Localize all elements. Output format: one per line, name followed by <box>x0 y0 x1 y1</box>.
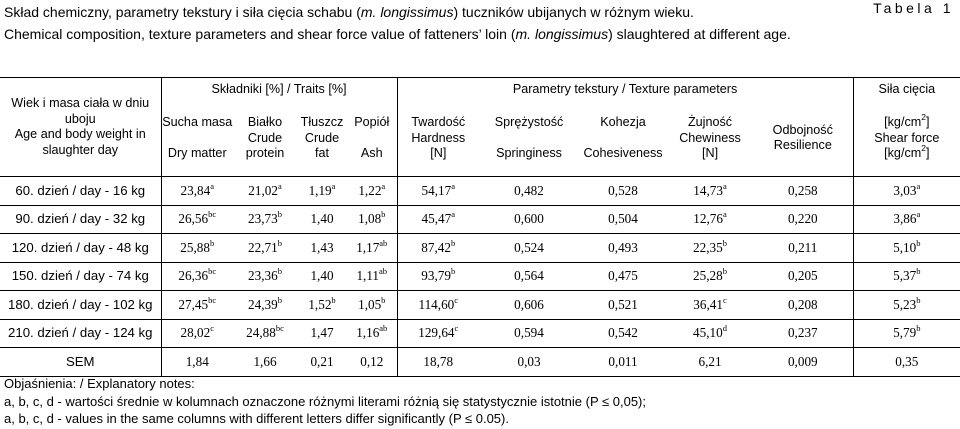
significance-letter: bc <box>275 323 284 334</box>
table-cell <box>667 205 753 234</box>
cell-value: 0,208 <box>787 296 818 312</box>
header-chewiness-en: Chewiness <box>679 130 741 145</box>
header-resilience-en: Resilience <box>773 138 832 153</box>
table-cell <box>347 319 397 348</box>
sem-value: 0,03 <box>479 348 579 377</box>
cell-value: 26,36 <box>178 268 209 284</box>
notes-polish: a, b, c, d - wartości średnie w kolumnach oznaczone różnymi literami różnią się statystycznie istotnie (P ≤ 0,05); <box>4 393 646 409</box>
table-cell <box>233 291 297 320</box>
table-cell <box>753 291 853 320</box>
cell-value: 0,211 <box>788 239 818 255</box>
sem-row <box>0 348 960 377</box>
header-shear-unit-pl-b: ] <box>925 115 930 129</box>
significance-letter: b <box>916 266 921 277</box>
header-springiness-pl: Sprężystość <box>494 115 564 129</box>
significance-letter: a <box>331 180 336 191</box>
table-cell <box>233 262 297 291</box>
cell-value: 1,17 <box>356 239 380 255</box>
significance-letter: b <box>916 323 921 334</box>
table-row <box>0 234 960 263</box>
table-cell <box>347 262 397 291</box>
header-shear-force <box>853 101 960 177</box>
table-cell <box>397 262 479 291</box>
table-cell <box>853 262 960 291</box>
cell-value: 5,10 <box>893 239 917 255</box>
cell-value: 1,16 <box>356 325 380 341</box>
table-cell <box>397 234 479 263</box>
header-chewiness-pl: Żujność <box>687 115 733 129</box>
significance-letter: b <box>277 294 282 305</box>
cell-value: 0,220 <box>787 211 818 227</box>
table-cell <box>347 291 397 320</box>
cell-value: 0,205 <box>787 268 818 284</box>
header-fat <box>297 101 347 177</box>
cell-value: 22,71 <box>248 239 278 255</box>
header-protein-en-2: protein <box>245 146 285 160</box>
cell-value: 0,475 <box>608 268 638 284</box>
cell-value: 0,600 <box>514 211 544 227</box>
table-row <box>0 177 960 206</box>
significance-letter: b <box>722 266 727 277</box>
table-cell <box>397 319 479 348</box>
header-springiness-en: Springiness <box>496 146 562 160</box>
significance-letter: a <box>722 180 727 191</box>
significance-letter: b <box>450 266 456 277</box>
table-cell <box>853 205 960 234</box>
cell-value: 1,05 <box>358 296 382 312</box>
sem-value: 0,011 <box>579 348 667 377</box>
sem-value: 6,21 <box>667 348 753 377</box>
header-fat-pl: Tłuszcz <box>300 115 344 129</box>
header-shear-sup-2: 2 <box>921 143 926 153</box>
row-age-label: 210. dzień / day - 124 kg <box>0 319 161 348</box>
significance-letter: a <box>451 180 455 191</box>
table-cell <box>233 234 297 263</box>
significance-letter: bc <box>208 209 217 220</box>
cell-value: 36,41 <box>693 296 723 312</box>
header-age-pl-1: Wiek i masa ciała w dniu <box>11 96 150 110</box>
cell-value: 45,47 <box>421 211 452 227</box>
cell-value: 0,258 <box>787 182 818 198</box>
table-cell <box>397 205 479 234</box>
sem-value: 0,35 <box>853 348 960 377</box>
header-fat-en-2: fat <box>314 146 329 160</box>
cell-value: 5,37 <box>893 268 917 284</box>
row-age-label: 120. dzień / day - 48 kg <box>0 234 161 263</box>
table-cell <box>161 205 233 234</box>
table-cell <box>479 262 579 291</box>
caption-polish: Skład chemiczny, parametry tekstury i siła cięcia schabu (m. longissimus) tuczników ubijanych w różnym wieku. <box>4 4 694 20</box>
cell-value: 129,64 <box>418 325 455 341</box>
significance-letter: a <box>916 209 921 220</box>
header-texture-group: Parametry tekstury / Texture parameters <box>397 78 853 101</box>
header-chewiness-unit: [N] <box>701 146 719 160</box>
cell-value: 0,542 <box>608 325 638 341</box>
cell-value: 0,606 <box>514 296 544 312</box>
table-cell <box>753 234 853 263</box>
table-cell <box>667 291 753 320</box>
header-dry-matter <box>161 101 233 177</box>
table-cell <box>853 319 960 348</box>
header-dry-pl: Sucha masa <box>162 115 233 129</box>
sem-value: 18,78 <box>397 348 479 377</box>
table-cell <box>161 291 233 320</box>
table-cell <box>161 234 233 263</box>
cell-value: 22,35 <box>693 239 723 255</box>
cell-value: 23,84 <box>180 182 211 198</box>
caption-english: Chemical composition, texture parameters and shear force value of fatteners’ loin (m. longissimus) slaughtered at different age. <box>4 26 791 42</box>
cell-value: 87,42 <box>421 239 451 255</box>
cell-value: 14,73 <box>693 182 723 198</box>
table-cell <box>667 262 753 291</box>
cell-value: 1,47 <box>310 325 334 341</box>
significance-letter: d <box>722 323 727 334</box>
significance-letter: ab <box>379 266 388 277</box>
significance-letter: b <box>450 237 456 248</box>
notes-title: Objaśnienia: / Explanatory notes: <box>4 376 195 391</box>
header-shear-sup-1: 2 <box>921 112 926 122</box>
significance-letter: bc <box>208 266 217 277</box>
header-protein <box>233 101 297 177</box>
header-age <box>0 78 161 177</box>
cell-value: 5,79 <box>893 325 917 341</box>
cell-value: 0,237 <box>787 325 818 341</box>
cell-value: 0,482 <box>514 182 544 198</box>
significance-letter: b <box>916 294 921 305</box>
table-cell <box>347 177 397 206</box>
significance-letter: b <box>209 237 215 248</box>
cell-value: 1,40 <box>310 211 334 227</box>
header-resilience-pl: Odbojność <box>772 122 833 137</box>
significance-letter: b <box>277 266 282 277</box>
cell-value: 0,594 <box>514 325 544 341</box>
table-row <box>0 291 960 320</box>
table-cell <box>753 177 853 206</box>
significance-letter: c <box>454 323 459 334</box>
header-chewiness <box>667 101 753 177</box>
table-cell <box>161 319 233 348</box>
table-body <box>0 177 960 377</box>
sem-value: 0,21 <box>297 348 347 377</box>
header-age-pl-2: uboju <box>64 111 96 126</box>
table-caption <box>4 1 791 45</box>
cell-value: 24,88 <box>246 325 276 341</box>
header-components-group: Składniki [%] / Traits [%] <box>161 78 397 101</box>
header-shear-title: Siła cięcia <box>853 78 960 101</box>
cell-value: 1,22 <box>358 182 382 198</box>
header-hardness-pl: Twardość <box>411 115 466 129</box>
table-cell <box>667 177 753 206</box>
table-cell <box>233 177 297 206</box>
cell-value: 0,521 <box>608 296 638 312</box>
table-cell <box>579 319 667 348</box>
significance-letter: c <box>454 294 459 305</box>
table-cell <box>297 319 347 348</box>
data-table <box>0 77 960 377</box>
table-cell <box>753 262 853 291</box>
table-cell <box>479 177 579 206</box>
sem-label: SEM <box>0 348 161 377</box>
cell-value: 12,76 <box>693 211 723 227</box>
table-cell <box>579 262 667 291</box>
cell-value: 1,43 <box>310 239 334 255</box>
cell-value: 23,36 <box>248 268 278 284</box>
table-cell <box>753 319 853 348</box>
table-cell <box>297 234 347 263</box>
cell-value: 0,524 <box>514 239 544 255</box>
cell-value: 26,56 <box>178 211 209 227</box>
cell-value: 45,10 <box>693 325 723 341</box>
cell-value: 114,60 <box>418 296 455 312</box>
table-cell <box>233 205 297 234</box>
row-age-label: 60. dzień / day - 16 kg <box>0 177 161 206</box>
header-age-en-2: slaughter day <box>42 142 119 157</box>
header-fat-en-1: Crude <box>304 130 340 145</box>
sem-value: 1,84 <box>161 348 233 377</box>
header-shear-unit-en-b: ] <box>925 146 930 160</box>
table-cell <box>297 205 347 234</box>
significance-letter: a <box>451 209 455 220</box>
table-cell <box>853 291 960 320</box>
header-protein-pl: Białko <box>247 115 283 129</box>
cell-value: 25,88 <box>180 239 210 255</box>
cell-value: 0,528 <box>608 182 638 198</box>
significance-letter: ab <box>379 323 388 334</box>
cell-value: 1,08 <box>358 211 382 227</box>
table-number-label: Tabela 1 <box>873 0 954 16</box>
cell-value: 23,73 <box>248 211 278 227</box>
significance-letter: bc <box>208 294 217 305</box>
table-row <box>0 262 960 291</box>
table-cell <box>579 291 667 320</box>
header-hardness <box>397 101 479 177</box>
header-ash-en: Ash <box>360 146 383 160</box>
significance-letter: b <box>916 237 921 248</box>
table-cell <box>753 205 853 234</box>
table-cell <box>579 177 667 206</box>
header-cohesiveness-pl: Kohezja <box>600 115 646 129</box>
table-cell <box>347 205 397 234</box>
cell-value: 28,02 <box>180 325 211 341</box>
cell-value: 1,40 <box>310 268 334 284</box>
table-cell <box>853 177 960 206</box>
header-ash-pl: Popiół <box>354 115 390 129</box>
cell-value: 5,23 <box>893 296 917 312</box>
sem-value: 1,66 <box>233 348 297 377</box>
header-shear-unit-pl-a: [kg/cm <box>884 115 922 129</box>
table-cell <box>161 262 233 291</box>
significance-letter: a <box>277 180 282 191</box>
cell-value: 1,19 <box>308 182 332 198</box>
table-cell <box>667 234 753 263</box>
table-cell <box>579 234 667 263</box>
cell-value: 54,17 <box>421 182 452 198</box>
cell-value: 21,02 <box>248 182 278 198</box>
table-cell <box>397 291 479 320</box>
significance-letter: b <box>381 294 386 305</box>
sem-value: 0,009 <box>753 348 853 377</box>
header-age-en-1: Age and body weight in <box>14 127 146 141</box>
header-hardness-en: Hardness <box>411 130 466 145</box>
header-protein-en-1: Crude <box>247 130 283 145</box>
table-cell <box>479 205 579 234</box>
cell-value: 0,493 <box>608 239 638 255</box>
table-row <box>0 205 960 234</box>
cell-value: 24,39 <box>248 296 278 312</box>
significance-letter: b <box>722 237 727 248</box>
significance-letter: b <box>277 237 282 248</box>
header-resilience <box>753 101 853 177</box>
significance-letter: c <box>722 294 727 305</box>
table-cell <box>397 177 479 206</box>
table-cell <box>161 177 233 206</box>
sem-value: 0,12 <box>347 348 397 377</box>
significance-letter: a <box>381 180 386 191</box>
cell-value: 3,03 <box>893 182 917 198</box>
significance-letter: a <box>210 180 214 191</box>
significance-letter: a <box>722 209 727 220</box>
row-age-label: 90. dzień / day - 32 kg <box>0 205 161 234</box>
header-hardness-unit: [N] <box>430 146 447 160</box>
table-cell <box>297 177 347 206</box>
table-cell <box>347 234 397 263</box>
header-shear-unit-en-a: [kg/cm <box>884 146 922 160</box>
cell-value: 0,564 <box>514 268 544 284</box>
table-cell <box>297 291 347 320</box>
header-cohesiveness <box>579 101 667 177</box>
cell-value: 25,28 <box>693 268 723 284</box>
cell-value: 0,504 <box>608 211 638 227</box>
notes-english: a, b, c, d - values in the same columns with different letters differ significantly (P ≤ 0.05). <box>4 411 509 426</box>
significance-letter: a <box>916 180 921 191</box>
header-dry-en: Dry matter <box>167 146 227 160</box>
table-cell <box>853 234 960 263</box>
cell-value: 93,79 <box>421 268 451 284</box>
table-cell <box>479 291 579 320</box>
table-row <box>0 319 960 348</box>
cell-value: 1,52 <box>308 296 332 312</box>
significance-letter: c <box>210 323 214 334</box>
cell-value: 3,86 <box>893 211 917 227</box>
cell-value: 27,45 <box>178 296 209 312</box>
header-ash <box>347 101 397 177</box>
table-cell <box>233 319 297 348</box>
header-cohesiveness-en: Cohesiveness <box>583 146 663 160</box>
table-cell <box>297 262 347 291</box>
header-shear-en: Shear force <box>874 130 940 145</box>
table-header <box>0 78 960 177</box>
significance-letter: b <box>331 294 336 305</box>
table-cell <box>667 319 753 348</box>
cell-value: 1,11 <box>356 268 380 284</box>
row-age-label: 150. dzień / day - 74 kg <box>0 262 161 291</box>
table-cell <box>479 234 579 263</box>
table-cell <box>579 205 667 234</box>
header-springiness <box>479 101 579 177</box>
table-cell <box>479 319 579 348</box>
significance-letter: b <box>381 209 386 220</box>
significance-letter: b <box>277 209 282 220</box>
row-age-label: 180. dzień / day - 102 kg <box>0 291 161 320</box>
explanatory-notes <box>4 375 646 428</box>
significance-letter: ab <box>379 237 388 248</box>
